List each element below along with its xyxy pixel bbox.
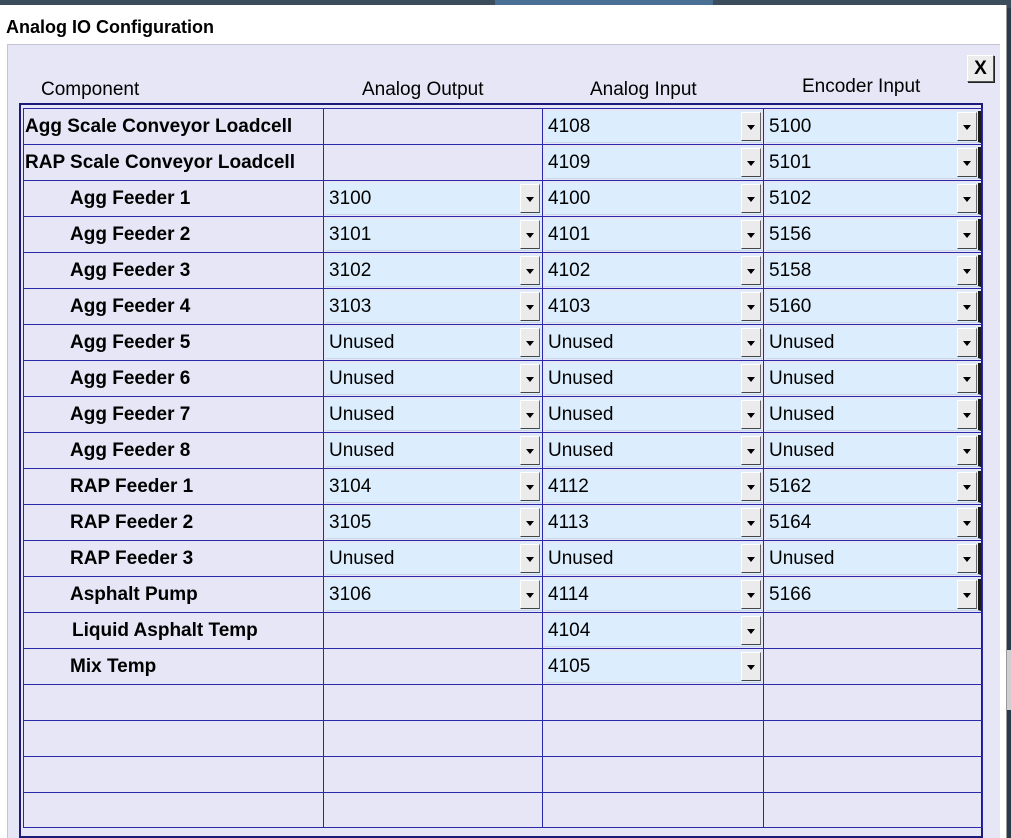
analog-output-cell [324, 757, 543, 793]
component-label: RAP Scale Conveyor Loadcell [25, 151, 295, 173]
analog-input-cell [543, 469, 764, 505]
table-row [24, 289, 983, 325]
select-value: 3102 [329, 259, 372, 281]
dropdown-arrow-icon[interactable] [957, 220, 977, 249]
analog-output-cell [324, 361, 543, 397]
component-cell [24, 361, 324, 397]
analog-input-cell [543, 721, 764, 757]
analog-output-select[interactable] [326, 579, 541, 611]
analog-input-cell [543, 793, 764, 828]
dropdown-arrow-icon[interactable] [957, 112, 977, 141]
dropdown-arrow-icon[interactable] [520, 220, 540, 249]
component-cell [24, 721, 324, 757]
analog-input-select[interactable] [545, 291, 762, 323]
select-value: 5100 [769, 115, 812, 137]
table-row [24, 109, 983, 145]
table-row [24, 541, 983, 577]
dropdown-arrow-icon[interactable] [520, 580, 540, 609]
encoder-input-select[interactable] [766, 507, 981, 539]
dropdown-arrow-icon[interactable] [957, 580, 977, 609]
dropdown-arrow-icon[interactable] [520, 436, 540, 465]
component-cell [24, 289, 324, 325]
encoder-input-cell [764, 685, 983, 721]
analog-input-select[interactable] [545, 183, 762, 215]
analog-output-cell [324, 181, 543, 217]
encoder-input-select[interactable] [766, 435, 981, 467]
component-label: Mix Temp [70, 655, 157, 677]
analog-input-cell [543, 433, 764, 469]
encoder-input-select[interactable] [766, 399, 981, 431]
analog-input-select[interactable] [545, 543, 762, 575]
analog-output-select[interactable] [326, 255, 541, 287]
component-label: RAP Feeder 2 [70, 511, 194, 533]
table-row [24, 577, 983, 613]
dropdown-arrow-icon[interactable] [741, 184, 761, 213]
encoder-input-cell [764, 469, 983, 505]
analog-input-cell [543, 649, 764, 685]
component-label: Agg Feeder 4 [70, 295, 191, 317]
select-value: 3104 [329, 475, 372, 497]
dropdown-arrow-icon[interactable] [957, 364, 977, 393]
close-button[interactable]: X [967, 55, 994, 82]
select-value: 3105 [329, 511, 372, 533]
component-cell [24, 325, 324, 361]
select-value: Unused [548, 547, 614, 569]
analog-input-cell [543, 757, 764, 793]
component-label: Agg Feeder 7 [70, 403, 191, 425]
dropdown-arrow-icon[interactable] [520, 364, 540, 393]
dropdown-arrow-icon[interactable] [741, 256, 761, 285]
analog-input-cell [543, 685, 764, 721]
component-cell [24, 109, 324, 145]
analog-output-cell [324, 397, 543, 433]
component-cell [24, 541, 324, 577]
table-row [24, 253, 983, 289]
select-value: Unused [329, 547, 395, 569]
select-value: 5158 [769, 259, 812, 281]
select-value: Unused [548, 331, 614, 353]
analog-input-cell [543, 325, 764, 361]
analog-input-select[interactable] [545, 579, 762, 611]
table-row [24, 397, 983, 433]
component-label: Agg Feeder 3 [70, 259, 191, 281]
component-label: Agg Feeder 8 [70, 439, 191, 461]
table-row [24, 793, 983, 828]
analog-input-select[interactable] [545, 147, 762, 179]
table-row [24, 649, 983, 685]
component-cell [24, 649, 324, 685]
analog-output-cell [324, 145, 543, 181]
select-value: Unused [329, 367, 395, 389]
analog-output-cell [324, 109, 543, 145]
select-value: Unused [548, 367, 614, 389]
select-value: 4103 [548, 295, 591, 317]
dropdown-arrow-icon[interactable] [741, 580, 761, 609]
encoder-input-cell [764, 325, 983, 361]
component-label: Asphalt Pump [70, 583, 198, 605]
analog-output-cell [324, 253, 543, 289]
component-cell [24, 577, 324, 613]
analog-input-cell [543, 145, 764, 181]
table-row [24, 217, 983, 253]
table-row [24, 181, 983, 217]
table-row [24, 685, 983, 721]
dropdown-arrow-icon[interactable] [520, 544, 540, 573]
component-label: Agg Feeder 1 [70, 187, 191, 209]
window-title: Analog IO Configuration [6, 17, 214, 37]
select-value: 5166 [769, 583, 812, 605]
component-cell [24, 613, 324, 649]
analog-input-cell [543, 289, 764, 325]
dropdown-arrow-icon[interactable] [520, 256, 540, 285]
analog-input-cell [543, 505, 764, 541]
analog-output-select[interactable] [326, 543, 541, 575]
encoder-input-select[interactable] [766, 543, 981, 575]
header-analog-input: Analog Input [590, 79, 697, 100]
component-cell [24, 505, 324, 541]
select-value: 3101 [329, 223, 372, 245]
encoder-input-cell [764, 433, 983, 469]
select-value: Unused [769, 439, 835, 461]
analog-input-select[interactable] [545, 471, 762, 503]
encoder-input-cell [764, 361, 983, 397]
select-value: 4104 [548, 619, 591, 641]
component-label: Agg Feeder 2 [70, 223, 191, 245]
select-value: 3103 [329, 295, 372, 317]
encoder-input-select[interactable] [766, 111, 981, 143]
analog-input-cell [543, 217, 764, 253]
select-value: Unused [329, 331, 395, 353]
io-grid [23, 108, 983, 828]
analog-input-cell [543, 613, 764, 649]
analog-output-cell [324, 433, 543, 469]
background-window-edge [1007, 650, 1011, 710]
dropdown-arrow-icon[interactable] [957, 328, 977, 357]
select-value: Unused [769, 403, 835, 425]
select-value: Unused [769, 331, 835, 353]
encoder-input-cell [764, 757, 983, 793]
encoder-input-cell [764, 577, 983, 613]
dropdown-arrow-icon[interactable] [957, 508, 977, 537]
analog-output-select[interactable] [326, 219, 541, 251]
encoder-input-cell [764, 181, 983, 217]
analog-output-select[interactable] [326, 291, 541, 323]
component-label: Agg Scale Conveyor Loadcell [25, 115, 293, 137]
analog-output-select[interactable] [326, 399, 541, 431]
dropdown-arrow-icon[interactable] [957, 292, 977, 321]
encoder-input-cell [764, 613, 983, 649]
encoder-input-select[interactable] [766, 219, 981, 251]
select-value: 3106 [329, 583, 372, 605]
select-value: 4102 [548, 259, 591, 281]
table-row [24, 721, 983, 757]
analog-output-select[interactable] [326, 363, 541, 395]
dropdown-arrow-icon[interactable] [520, 400, 540, 429]
select-value: 4112 [548, 475, 589, 497]
component-cell [24, 145, 324, 181]
select-value: 4109 [548, 151, 591, 173]
analog-output-select[interactable] [326, 327, 541, 359]
analog-output-cell [324, 721, 543, 757]
dropdown-arrow-icon[interactable] [957, 472, 977, 501]
analog-input-select[interactable] [545, 435, 762, 467]
analog-input-select[interactable] [545, 399, 762, 431]
analog-input-select[interactable] [545, 219, 762, 251]
select-value: 5160 [769, 295, 812, 317]
encoder-input-select[interactable] [766, 327, 981, 359]
dropdown-arrow-icon[interactable] [520, 328, 540, 357]
dropdown-arrow-icon[interactable] [957, 544, 977, 573]
analog-input-select[interactable] [545, 651, 762, 683]
encoder-input-cell [764, 397, 983, 433]
component-label: Agg Feeder 5 [70, 331, 191, 353]
analog-input-select[interactable] [545, 327, 762, 359]
analog-output-cell [324, 325, 543, 361]
header-encoder-input: Encoder Input [802, 76, 921, 97]
select-value: Unused [769, 547, 835, 569]
component-cell [24, 397, 324, 433]
dropdown-arrow-icon[interactable] [957, 436, 977, 465]
select-value: 5101 [769, 151, 812, 173]
analog-output-cell [324, 577, 543, 613]
dropdown-arrow-icon[interactable] [741, 220, 761, 249]
encoder-input-cell [764, 793, 983, 828]
select-value: Unused [548, 439, 614, 461]
dropdown-arrow-icon[interactable] [741, 112, 761, 141]
component-label: Agg Feeder 6 [70, 367, 191, 389]
component-cell [24, 433, 324, 469]
table-row [24, 757, 983, 793]
select-value: Unused [769, 367, 835, 389]
encoder-input-select[interactable] [766, 147, 981, 179]
encoder-input-cell [764, 253, 983, 289]
analog-input-select[interactable] [545, 615, 762, 647]
analog-output-cell [324, 793, 543, 828]
analog-output-select[interactable] [326, 435, 541, 467]
header-analog-output: Analog Output [362, 79, 484, 100]
select-value: 5162 [769, 475, 812, 497]
analog-input-select[interactable] [545, 507, 762, 539]
dropdown-arrow-icon[interactable] [957, 148, 977, 177]
select-value: 4113 [548, 511, 589, 533]
select-value: Unused [548, 403, 614, 425]
dropdown-arrow-icon[interactable] [520, 184, 540, 213]
select-value: 4105 [548, 655, 591, 677]
header-component: Component [41, 79, 140, 100]
analog-output-select[interactable] [326, 183, 541, 215]
component-cell [24, 469, 324, 505]
encoder-input-cell [764, 649, 983, 685]
table-row [24, 433, 983, 469]
select-value: 5164 [769, 511, 812, 533]
dropdown-arrow-icon[interactable] [520, 472, 540, 501]
dropdown-arrow-icon[interactable] [741, 508, 761, 537]
analog-output-cell [324, 649, 543, 685]
encoder-input-cell [764, 721, 983, 757]
encoder-input-select[interactable] [766, 363, 981, 395]
encoder-input-select[interactable] [766, 183, 981, 215]
encoder-input-cell [764, 289, 983, 325]
dropdown-arrow-icon[interactable] [741, 544, 761, 573]
select-value: 4101 [548, 223, 591, 245]
component-cell [24, 757, 324, 793]
dropdown-arrow-icon[interactable] [741, 436, 761, 465]
select-value: 4108 [548, 115, 591, 137]
table-row [24, 469, 983, 505]
analog-input-cell [543, 361, 764, 397]
encoder-input-cell [764, 145, 983, 181]
table-row [24, 505, 983, 541]
encoder-input-cell [764, 541, 983, 577]
analog-input-cell [543, 253, 764, 289]
dropdown-arrow-icon[interactable] [741, 364, 761, 393]
select-value: Unused [329, 439, 395, 461]
analog-input-cell [543, 541, 764, 577]
analog-output-cell [324, 505, 543, 541]
select-value: 4114 [548, 583, 589, 605]
encoder-input-select[interactable] [766, 291, 981, 323]
dropdown-arrow-icon[interactable] [741, 148, 761, 177]
dropdown-arrow-icon[interactable] [957, 184, 977, 213]
analog-output-select[interactable] [326, 471, 541, 503]
encoder-input-select[interactable] [766, 255, 981, 287]
dropdown-arrow-icon[interactable] [520, 292, 540, 321]
dropdown-arrow-icon[interactable] [957, 256, 977, 285]
dropdown-arrow-icon[interactable] [741, 328, 761, 357]
select-value: Unused [329, 403, 395, 425]
encoder-input-cell [764, 109, 983, 145]
encoder-input-select[interactable] [766, 579, 981, 611]
encoder-input-cell [764, 217, 983, 253]
analog-output-cell [324, 217, 543, 253]
analog-output-select[interactable] [326, 507, 541, 539]
select-value: 5102 [769, 187, 812, 209]
component-cell [24, 253, 324, 289]
analog-output-cell [324, 685, 543, 721]
encoder-input-cell [764, 505, 983, 541]
analog-input-cell [543, 397, 764, 433]
table-row [24, 325, 983, 361]
select-value: 4100 [548, 187, 591, 209]
analog-output-cell [324, 289, 543, 325]
component-label: RAP Feeder 3 [70, 547, 194, 569]
component-cell [24, 181, 324, 217]
analog-output-cell [324, 469, 543, 505]
analog-input-select[interactable] [545, 363, 762, 395]
dropdown-arrow-icon[interactable] [741, 652, 761, 681]
table-row [24, 361, 983, 397]
component-label: RAP Feeder 1 [70, 475, 194, 497]
table-row [24, 613, 983, 649]
component-cell [24, 793, 324, 828]
analog-input-cell [543, 109, 764, 145]
encoder-input-select[interactable] [766, 471, 981, 503]
dropdown-arrow-icon[interactable] [741, 616, 761, 645]
select-value: 3100 [329, 187, 372, 209]
analog-output-cell [324, 541, 543, 577]
dropdown-arrow-icon[interactable] [741, 292, 761, 321]
dropdown-arrow-icon[interactable] [741, 400, 761, 429]
analog-input-select[interactable] [545, 111, 762, 143]
component-label: Liquid Asphalt Temp [72, 619, 258, 641]
component-cell [24, 217, 324, 253]
dropdown-arrow-icon[interactable] [741, 472, 761, 501]
component-cell [24, 685, 324, 721]
analog-output-cell [324, 613, 543, 649]
analog-input-cell [543, 577, 764, 613]
dropdown-arrow-icon[interactable] [520, 508, 540, 537]
analog-input-cell [543, 181, 764, 217]
table-row [24, 145, 983, 181]
dropdown-arrow-icon[interactable] [957, 400, 977, 429]
select-value: 5156 [769, 223, 812, 245]
analog-input-select[interactable] [545, 255, 762, 287]
